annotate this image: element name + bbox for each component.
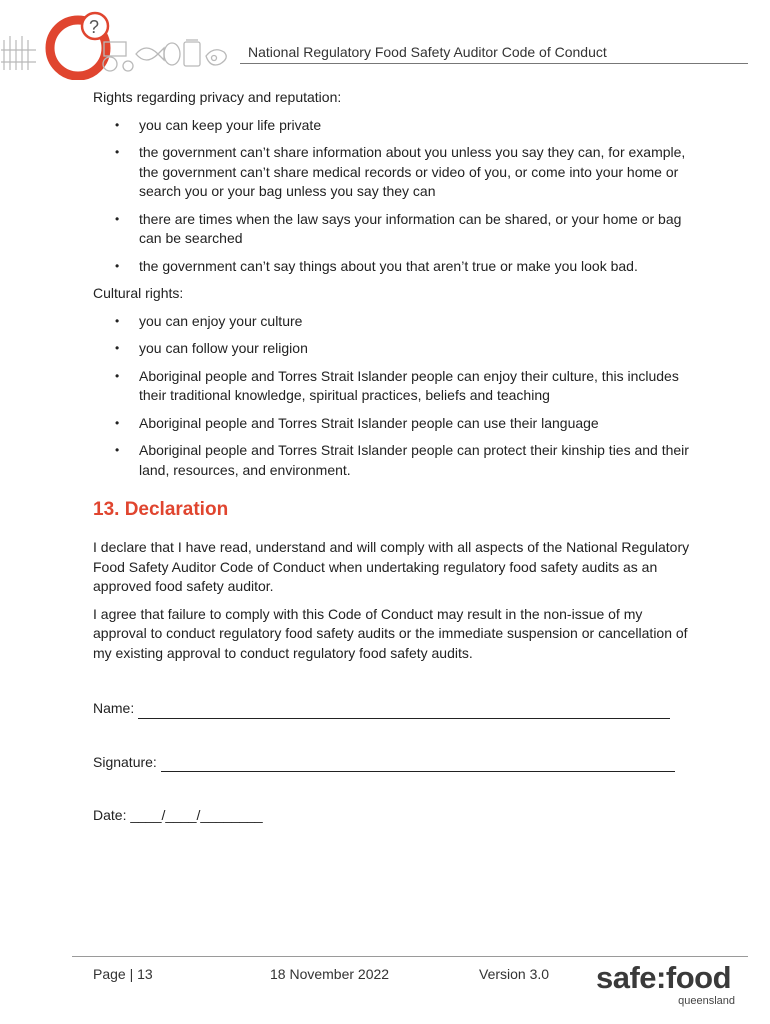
list-item: • you can enjoy your culture (93, 312, 693, 332)
list-item: • there are times when the law says your information can be shared, or your home or bag can be searched (115, 210, 682, 246)
bullet-icon: • (115, 443, 120, 457)
bullet-icon: • (115, 145, 120, 159)
cultural-rights-label: Cultural rights: (93, 285, 184, 301)
meat-icon (206, 50, 226, 65)
cultural-rights-list (93, 312, 693, 481)
list-item: • Aboriginal people and Torres Strait Islander people can use their language (93, 414, 693, 434)
list-item: • you can keep your life private (93, 116, 693, 136)
question-badge-icon (82, 13, 108, 39)
svg-text:?: ? (89, 17, 100, 37)
declaration-paragraph-2: I agree that failure to comply with this Code of Conduct may result in the non-issue of my approval to conduct regulatory food safety audits or the immediate suspension or cancellation of my existing approval to conduct regulatory food safety audits. (93, 605, 688, 661)
bullet-icon: • (115, 415, 120, 430)
safe-food-logo (596, 960, 741, 1010)
list-item: • Aboriginal people and Torres Strait Islander people can protect their kinship ties and their land, resources, and environment. (115, 442, 689, 478)
signature-label: Signature: (93, 753, 157, 770)
footer-page: Page | 13 (93, 966, 153, 982)
list-item: • the government can’t share information about you unless you say they can, for example, the government can’t share medical records or video of you, or come into your home or search you or your bag unless you say they can (115, 144, 686, 199)
declaration-heading: 13. Declaration (93, 499, 229, 520)
header-title: National Regulatory Food Safety Auditor Code of Conduct (248, 44, 607, 60)
date-field[interactable] (93, 806, 693, 826)
bullet-icon: • (115, 341, 120, 355)
date-label: Date: ____/____/________ (93, 807, 263, 823)
header-illustration (0, 10, 250, 80)
signature-field[interactable] (93, 753, 693, 773)
fish-icon (136, 48, 164, 60)
name-label: Name: (93, 700, 135, 716)
bullet-icon: • (115, 313, 120, 328)
name-field[interactable] (93, 699, 693, 719)
privacy-rights-label: Rights regarding privacy and reputation: (93, 89, 342, 105)
bullet-icon: • (115, 258, 120, 273)
footer-version: Version 3.0 (479, 966, 550, 982)
egg-icon (164, 43, 180, 65)
bullet-icon: • (115, 117, 120, 132)
logo-wordmark: safe:food (596, 960, 731, 995)
bullet-icon: • (115, 368, 120, 383)
jar-icon (184, 40, 200, 66)
bullet-icon: • (115, 211, 120, 226)
footer-date: 18 November 2022 (270, 966, 390, 982)
footer-divider (72, 956, 748, 957)
logo-subtext: queensland (678, 995, 735, 1007)
list-item: • the government can’t say things about you that aren’t true or make you look bad. (93, 257, 693, 277)
page-content (93, 88, 693, 826)
declaration-paragraph-1: I declare that I have read, understand and will comply with all aspects of the National Regulatory Food Safety Auditor Code of Conduct when undertaking regulatory food safety audits as an approved food safety auditor. (93, 539, 690, 594)
privacy-rights-list (93, 116, 693, 277)
list-item: • Aboriginal people and Torres Strait Islander people can enjoy their culture, this includes their traditional knowledge, spiritual practices, beliefs and teaching (115, 367, 679, 403)
header-divider (240, 63, 748, 64)
list-item: • you can follow your religion (93, 339, 693, 359)
fence-icon (1, 36, 36, 70)
name-line[interactable] (138, 704, 670, 719)
signature-line[interactable] (161, 757, 675, 772)
